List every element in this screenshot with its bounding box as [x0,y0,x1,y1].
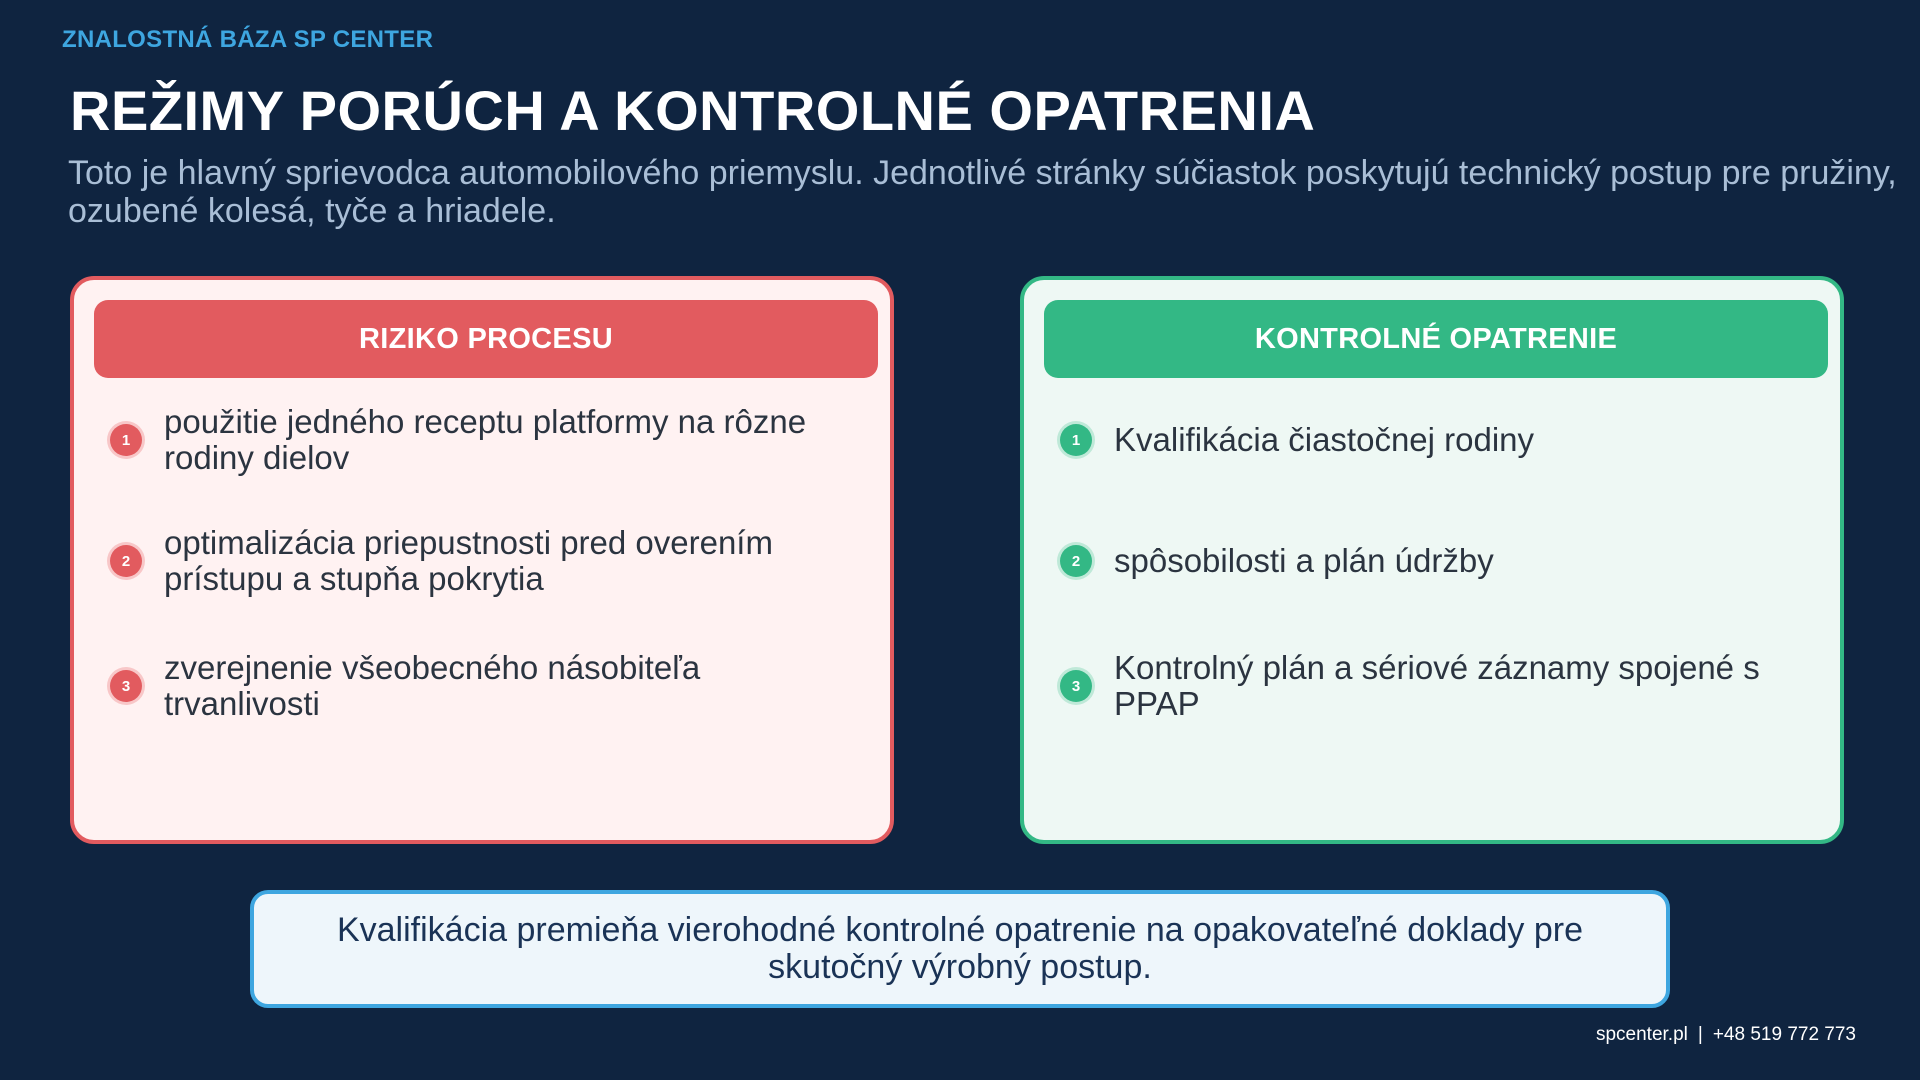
control-item [1060,650,1800,722]
contact-info [1596,1024,1856,1046]
brand-eyebrow: ZNALOSTNÁ BÁZA SP CENTER [62,26,434,53]
page-subtitle: Toto je hlavný sprievodca automobilového priemyslu. Jednotlivé stránky súčiastok poskytujú technický postup pre pružiny, ozubené kolesá, tyče a hriadele. [68,154,1897,230]
control-item [1060,422,1800,458]
control-item [1060,543,1800,579]
page-title: REŽIMY PORÚCH A KONTROLNÉ OPATRENIA [70,79,1316,142]
risk-item [110,525,850,597]
control-card-header: KONTROLNÉ OPATRENIE [1044,300,1828,378]
control-card [1020,276,1844,844]
number-badge: 3 [110,670,142,702]
control-item-text: spôsobilosti a plán údržby [1114,542,1494,579]
risk-card [70,276,894,844]
number-badge: 2 [110,545,142,577]
phone-number[interactable]: +48 519 772 773 [1712,1024,1856,1045]
control-item-text: Kvalifikácia čiastočnej rodiny [1114,421,1535,458]
number-badge: 1 [110,424,142,456]
control-item-text: Kontrolný plán a sériové záznamy spojené s PPAP [1114,649,1760,722]
number-badge: 3 [1060,670,1092,702]
risk-item [110,404,850,476]
risk-item-text: použitie jedného receptu platformy na rôzne rodiny dielov [164,403,807,476]
risk-item [110,650,850,722]
contact-separator: | [1697,1024,1703,1045]
risk-item-text: zverejnenie všeobecného násobiteľa trvanlivosti [164,649,701,722]
number-badge: 1 [1060,424,1092,456]
risk-card-header: RIZIKO PROCESU [94,300,878,378]
conclusion-box: Kvalifikácia premieňa vierohodné kontrolné opatrenie na opakovateľné doklady pre skutočný výrobný postup. [250,890,1670,1008]
website-link[interactable]: spcenter.pl [1595,1024,1688,1045]
risk-item-text: optimalizácia priepustnosti pred overením prístupu a stupňa pokrytia [164,524,773,597]
number-badge: 2 [1060,545,1092,577]
